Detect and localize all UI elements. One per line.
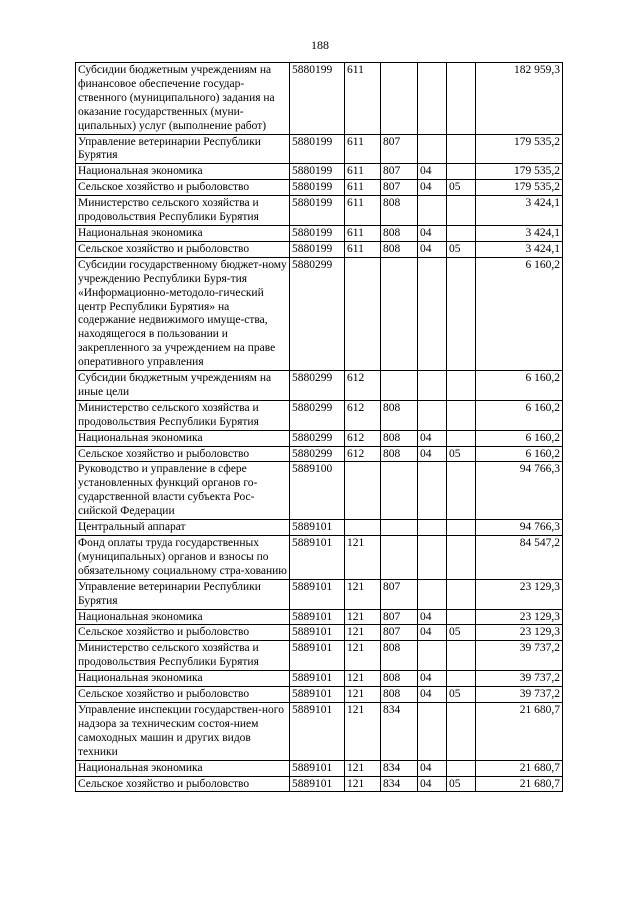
amount-cell: 6 160,2 (476, 400, 563, 430)
expense-name-cell: Национальная экономика (76, 671, 290, 687)
amount-cell: 6 160,2 (476, 257, 563, 370)
administrator-code-cell (381, 462, 418, 520)
target-article-code-cell: 5889101 (290, 687, 345, 703)
expense-name-cell: Национальная экономика (76, 760, 290, 776)
table-row (76, 134, 563, 164)
expense-name-cell: Сельское хозяйство и рыболовство (76, 180, 290, 196)
administrator-code-cell (381, 63, 418, 135)
table-row (76, 702, 563, 760)
amount-cell: 6 160,2 (476, 430, 563, 446)
subsection-code-cell (447, 225, 476, 241)
table-row (76, 760, 563, 776)
table-row (76, 687, 563, 703)
section-code-cell (418, 462, 447, 520)
amount-cell: 94 766,3 (476, 462, 563, 520)
subsection-code-cell: 05 (447, 446, 476, 462)
administrator-code-cell: 808 (381, 400, 418, 430)
expense-type-code-cell: 121 (345, 687, 381, 703)
amount-cell: 21 680,7 (476, 702, 563, 760)
table-row (76, 536, 563, 580)
section-code-cell: 04 (418, 760, 447, 776)
expense-name-cell: Сельское хозяйство и рыболовство (76, 687, 290, 703)
target-article-code-cell: 5889101 (290, 536, 345, 580)
table-row (76, 776, 563, 792)
administrator-code-cell (381, 520, 418, 536)
expense-type-code-cell: 121 (345, 671, 381, 687)
section-code-cell: 04 (418, 241, 447, 257)
expense-type-code-cell: 121 (345, 702, 381, 760)
section-code-cell (418, 536, 447, 580)
table-row (76, 430, 563, 446)
subsection-code-cell (447, 257, 476, 370)
subsection-code-cell (447, 671, 476, 687)
section-code-cell: 04 (418, 609, 447, 625)
administrator-code-cell: 808 (381, 225, 418, 241)
subsection-code-cell: 05 (447, 776, 476, 792)
expense-type-code-cell (345, 462, 381, 520)
expense-type-code-cell: 611 (345, 241, 381, 257)
subsection-code-cell (447, 579, 476, 609)
administrator-code-cell: 808 (381, 430, 418, 446)
section-code-cell: 04 (418, 164, 447, 180)
administrator-code-cell: 808 (381, 196, 418, 226)
expense-name-cell: Управление ветеринарии Республики Бурятия (76, 134, 290, 164)
expense-name-cell: Центральный аппарат (76, 520, 290, 536)
target-article-code-cell: 5880299 (290, 371, 345, 401)
table-row (76, 462, 563, 520)
section-code-cell (418, 257, 447, 370)
table-row (76, 446, 563, 462)
table-row (76, 196, 563, 226)
subsection-code-cell (447, 702, 476, 760)
amount-cell: 39 737,2 (476, 687, 563, 703)
subsection-code-cell (447, 462, 476, 520)
subsection-code-cell (447, 641, 476, 671)
amount-cell: 6 160,2 (476, 446, 563, 462)
amount-cell: 179 535,2 (476, 180, 563, 196)
expense-name-cell: Национальная экономика (76, 225, 290, 241)
target-article-code-cell: 5889100 (290, 462, 345, 520)
amount-cell: 3 424,1 (476, 241, 563, 257)
table-row (76, 641, 563, 671)
expense-name-cell: Сельское хозяйство и рыболовство (76, 241, 290, 257)
subsection-code-cell: 05 (447, 687, 476, 703)
target-article-code-cell: 5889101 (290, 671, 345, 687)
expense-type-code-cell: 121 (345, 641, 381, 671)
table-row (76, 579, 563, 609)
section-code-cell: 04 (418, 687, 447, 703)
table-row (76, 63, 563, 135)
amount-cell: 3 424,1 (476, 196, 563, 226)
expense-name-cell: Управление инспекции государствен-ного надзора за техническим состоя-нием самоходных машин и других видов техники (76, 702, 290, 760)
table-row (76, 671, 563, 687)
target-article-code-cell: 5880199 (290, 241, 345, 257)
amount-cell: 179 535,2 (476, 134, 563, 164)
expense-type-code-cell: 121 (345, 609, 381, 625)
target-article-code-cell: 5889101 (290, 760, 345, 776)
expense-name-cell: Министерство сельского хозяйства и продовольствия Республики Бурятия (76, 400, 290, 430)
expense-name-cell: Министерство сельского хозяйства и продовольствия Республики Бурятия (76, 641, 290, 671)
expense-name-cell: Национальная экономика (76, 164, 290, 180)
subsection-code-cell (447, 63, 476, 135)
target-article-code-cell: 5880299 (290, 430, 345, 446)
expense-name-cell: Субсидии бюджетным учреждениям на финансовое обеспечение государ-ственного (муниципального) задания на оказание государственных (муни-ципальных) услуг (выполнение работ) (76, 63, 290, 135)
target-article-code-cell: 5880199 (290, 196, 345, 226)
expense-type-code-cell: 612 (345, 430, 381, 446)
subsection-code-cell (447, 196, 476, 226)
subsection-code-cell (447, 164, 476, 180)
table-row (76, 257, 563, 370)
administrator-code-cell: 834 (381, 702, 418, 760)
amount-cell: 6 160,2 (476, 371, 563, 401)
target-article-code-cell: 5880199 (290, 180, 345, 196)
section-code-cell (418, 579, 447, 609)
subsection-code-cell (447, 400, 476, 430)
section-code-cell: 04 (418, 225, 447, 241)
subsection-code-cell (447, 520, 476, 536)
amount-cell: 21 680,7 (476, 776, 563, 792)
expense-type-code-cell: 612 (345, 371, 381, 401)
expense-name-cell: Фонд оплаты труда государственных (муниципальных) органов и взносы по обязательному социальному стра-хованию (76, 536, 290, 580)
table-row (76, 625, 563, 641)
administrator-code-cell: 808 (381, 687, 418, 703)
expense-type-code-cell (345, 257, 381, 370)
expense-name-cell: Сельское хозяйство и рыболовство (76, 625, 290, 641)
target-article-code-cell: 5880199 (290, 134, 345, 164)
expense-type-code-cell: 611 (345, 225, 381, 241)
subsection-code-cell (447, 609, 476, 625)
subsection-code-cell (447, 760, 476, 776)
subsection-code-cell (447, 536, 476, 580)
subsection-code-cell (447, 134, 476, 164)
administrator-code-cell: 834 (381, 760, 418, 776)
administrator-code-cell: 808 (381, 671, 418, 687)
administrator-code-cell: 807 (381, 164, 418, 180)
expense-type-code-cell: 611 (345, 196, 381, 226)
expense-type-code-cell: 121 (345, 760, 381, 776)
target-article-code-cell: 5889101 (290, 520, 345, 536)
table-row (76, 225, 563, 241)
target-article-code-cell: 5880199 (290, 225, 345, 241)
table-row (76, 164, 563, 180)
amount-cell: 23 129,3 (476, 579, 563, 609)
amount-cell: 3 424,1 (476, 225, 563, 241)
amount-cell: 39 737,2 (476, 641, 563, 671)
budget-table-body (76, 63, 563, 792)
section-code-cell (418, 400, 447, 430)
page-number: 188 (311, 38, 329, 52)
section-code-cell (418, 371, 447, 401)
administrator-code-cell: 807 (381, 625, 418, 641)
section-code-cell: 04 (418, 446, 447, 462)
section-code-cell: 04 (418, 776, 447, 792)
amount-cell: 39 737,2 (476, 671, 563, 687)
expense-type-code-cell: 611 (345, 180, 381, 196)
table-row (76, 520, 563, 536)
subsection-code-cell: 05 (447, 180, 476, 196)
section-code-cell: 04 (418, 625, 447, 641)
expense-type-code-cell (345, 520, 381, 536)
expense-name-cell: Сельское хозяйство и рыболовство (76, 446, 290, 462)
administrator-code-cell (381, 536, 418, 580)
target-article-code-cell: 5880199 (290, 63, 345, 135)
expense-type-code-cell: 612 (345, 400, 381, 430)
section-code-cell (418, 63, 447, 135)
section-code-cell (418, 196, 447, 226)
target-article-code-cell: 5880299 (290, 400, 345, 430)
expense-name-cell: Руководство и управление в сфере установленных функций органов го-сударственной власти субъекта Рос-сийской Федерации (76, 462, 290, 520)
table-row (76, 241, 563, 257)
expense-type-code-cell: 611 (345, 134, 381, 164)
target-article-code-cell: 5889101 (290, 702, 345, 760)
administrator-code-cell: 808 (381, 241, 418, 257)
administrator-code-cell: 807 (381, 180, 418, 196)
target-article-code-cell: 5889101 (290, 579, 345, 609)
expense-type-code-cell: 611 (345, 63, 381, 135)
administrator-code-cell: 808 (381, 446, 418, 462)
expense-name-cell: Национальная экономика (76, 609, 290, 625)
expense-type-code-cell: 121 (345, 776, 381, 792)
target-article-code-cell: 5889101 (290, 641, 345, 671)
amount-cell: 179 535,2 (476, 164, 563, 180)
subsection-code-cell (447, 430, 476, 446)
amount-cell: 182 959,3 (476, 63, 563, 135)
section-code-cell (418, 520, 447, 536)
expense-type-code-cell: 611 (345, 164, 381, 180)
section-code-cell: 04 (418, 671, 447, 687)
target-article-code-cell: 5889101 (290, 625, 345, 641)
budget-table (75, 62, 563, 792)
administrator-code-cell: 808 (381, 641, 418, 671)
target-article-code-cell: 5880299 (290, 446, 345, 462)
subsection-code-cell: 05 (447, 241, 476, 257)
expense-name-cell: Субсидии государственному бюджет-ному учреждению Республики Буря-тия «Информационно-методоло-гический центр Республики Бурятия» на содержание недвижимого имуще-ства, находящегося в пользовании и закрепленного за учреждением на праве оперативного управления (76, 257, 290, 370)
table-row (76, 371, 563, 401)
table-row (76, 180, 563, 196)
section-code-cell (418, 702, 447, 760)
expense-name-cell: Национальная экономика (76, 430, 290, 446)
expense-name-cell: Сельское хозяйство и рыболовство (76, 776, 290, 792)
amount-cell: 21 680,7 (476, 760, 563, 776)
subsection-code-cell: 05 (447, 625, 476, 641)
amount-cell: 23 129,3 (476, 609, 563, 625)
expense-name-cell: Министерство сельского хозяйства и продовольствия Республики Бурятия (76, 196, 290, 226)
amount-cell: 94 766,3 (476, 520, 563, 536)
section-code-cell (418, 134, 447, 164)
administrator-code-cell: 807 (381, 609, 418, 625)
subsection-code-cell (447, 371, 476, 401)
administrator-code-cell: 807 (381, 134, 418, 164)
section-code-cell: 04 (418, 430, 447, 446)
amount-cell: 84 547,2 (476, 536, 563, 580)
administrator-code-cell (381, 371, 418, 401)
target-article-code-cell: 5889101 (290, 609, 345, 625)
expense-name-cell: Субсидии бюджетным учреждениям на иные цели (76, 371, 290, 401)
administrator-code-cell: 807 (381, 579, 418, 609)
target-article-code-cell: 5880199 (290, 164, 345, 180)
expense-type-code-cell: 121 (345, 579, 381, 609)
administrator-code-cell (381, 257, 418, 370)
table-row (76, 400, 563, 430)
administrator-code-cell: 834 (381, 776, 418, 792)
section-code-cell: 04 (418, 180, 447, 196)
table-row (76, 609, 563, 625)
target-article-code-cell: 5889101 (290, 776, 345, 792)
expense-name-cell: Управление ветеринарии Республики Бурятия (76, 579, 290, 609)
expense-type-code-cell: 121 (345, 536, 381, 580)
section-code-cell (418, 641, 447, 671)
expense-type-code-cell: 121 (345, 625, 381, 641)
expense-type-code-cell: 612 (345, 446, 381, 462)
target-article-code-cell: 5880299 (290, 257, 345, 370)
amount-cell: 23 129,3 (476, 625, 563, 641)
